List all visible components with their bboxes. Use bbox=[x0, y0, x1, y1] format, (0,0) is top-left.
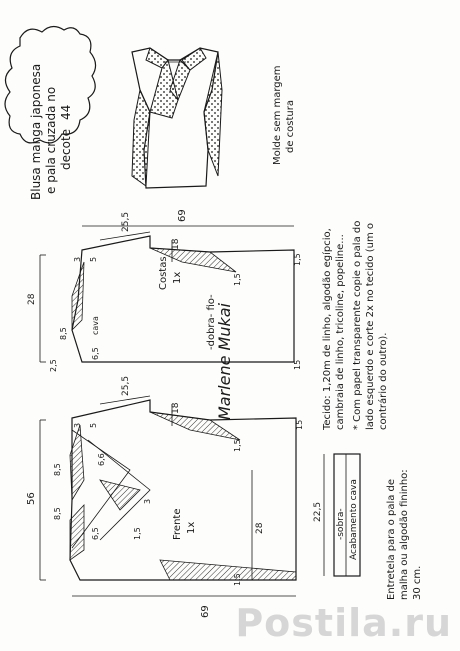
title-cloud bbox=[5, 26, 96, 200]
front-v4: 1,5 bbox=[133, 527, 142, 540]
fabric-line-2: cambraia de linho, tricoline, popeline... bbox=[335, 234, 346, 430]
front-neck-b: 8,5 bbox=[53, 507, 62, 520]
front-hem: 1,5 bbox=[233, 439, 242, 452]
back-length: 28 bbox=[27, 293, 37, 305]
interfacing-line-3: 30 cm. bbox=[412, 565, 423, 600]
title-line-1: Blusa manga japonesa bbox=[29, 63, 43, 200]
front-top: 15 bbox=[295, 419, 304, 430]
back-top-tag: 5 bbox=[89, 256, 98, 262]
back-width: 69 bbox=[177, 209, 188, 222]
back-fold-label: -dobra- fio- bbox=[206, 294, 217, 350]
back-neck-drop: 6,5 bbox=[91, 347, 100, 360]
front-piece bbox=[26, 376, 304, 618]
front-length: 56 bbox=[26, 492, 37, 505]
front-v3: 6,5 bbox=[91, 527, 100, 540]
model-note-line-2: de costura bbox=[285, 99, 296, 153]
facing-length: 22,5 bbox=[313, 501, 323, 522]
back-neck: 8,5 bbox=[59, 327, 68, 340]
front-name: Frente bbox=[172, 508, 183, 540]
title-size: 44 bbox=[59, 104, 73, 120]
fabric-line-5: contrário do outro). bbox=[378, 332, 389, 430]
front-side: 28 bbox=[255, 522, 265, 534]
front-small: 5 bbox=[89, 422, 98, 428]
front-neck-a: 8,5 bbox=[53, 463, 62, 476]
back-hem: 1,5 bbox=[233, 273, 242, 286]
signature: Marlene Mukai bbox=[215, 302, 234, 420]
blouse-sketch bbox=[132, 48, 222, 188]
back-collar-tag: cava bbox=[91, 316, 100, 335]
front-v1: 6,6 bbox=[97, 453, 106, 466]
front-shoulder: 25,5 bbox=[121, 375, 131, 396]
back-side: 15 bbox=[293, 359, 302, 370]
interfacing-line-1: Entretela para o pala de bbox=[386, 478, 397, 600]
title-line-3: decote bbox=[59, 128, 73, 170]
front-v2: 3 bbox=[143, 498, 152, 504]
back-hem-2: 1,5 bbox=[293, 253, 302, 266]
fabric-line-1: Tecido: 1,20m de linho, algodão egípcio, bbox=[322, 228, 333, 430]
back-piece bbox=[27, 209, 302, 372]
back-qty: 1x bbox=[172, 271, 183, 284]
back-shoulder: 25,5 bbox=[121, 211, 131, 232]
front-armhole: 18 bbox=[171, 402, 181, 414]
back-armhole: 18 bbox=[171, 238, 181, 250]
front-qty: 1x bbox=[186, 521, 197, 534]
model-note bbox=[272, 65, 296, 165]
watermark-logo: Postila.ru bbox=[235, 601, 452, 645]
facing-label: Acabamento cava bbox=[349, 479, 359, 560]
title-line-2: e pala cruzada no bbox=[44, 86, 58, 194]
back-name: Costas bbox=[158, 256, 169, 290]
fabric-note bbox=[321, 221, 389, 431]
facing-sub: -sobra- bbox=[336, 508, 346, 540]
interfacing-note bbox=[386, 469, 423, 600]
front-corner: 3 bbox=[73, 422, 82, 428]
fabric-line-3: * Com papel transparente copie o pala do bbox=[352, 220, 363, 430]
model-note-line-1: Molde sem margem bbox=[272, 65, 283, 165]
interfacing-line-2: malha ou algodão fininho: bbox=[399, 469, 410, 600]
back-corner: 3 bbox=[73, 256, 82, 262]
back-neck-small: 2,5 bbox=[49, 359, 58, 372]
facing-piece bbox=[313, 454, 360, 576]
front-width: 69 bbox=[200, 605, 211, 618]
fabric-line-4: lado esquerdo e corte 2x no tecido (um o bbox=[365, 222, 376, 430]
front-hem-2: 1,5 bbox=[233, 573, 242, 586]
